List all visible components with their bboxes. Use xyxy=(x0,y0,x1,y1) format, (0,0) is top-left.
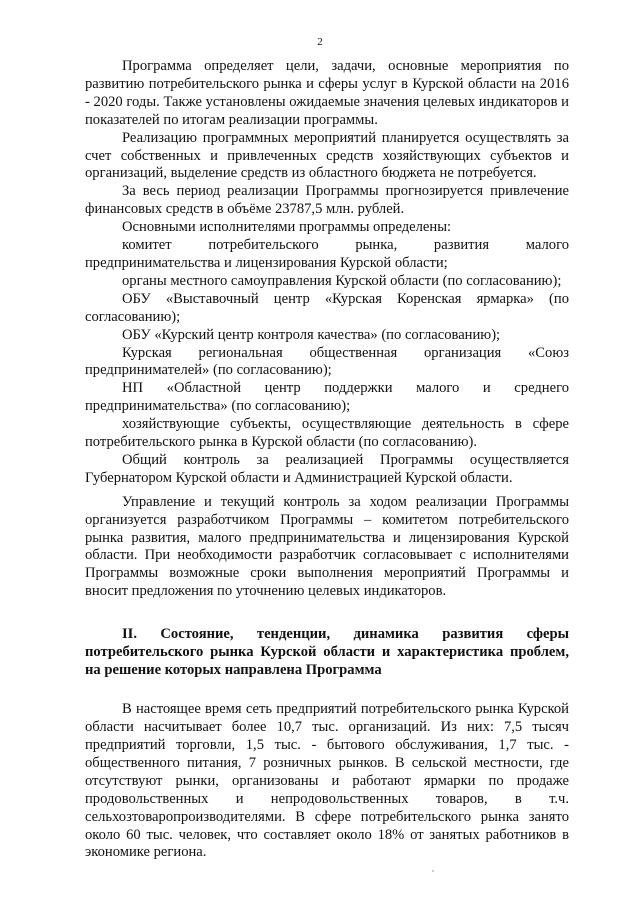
executor-item: ОБУ «Выставочный центр «Курская Коренская ярмарка» (по согласованию); xyxy=(85,290,569,325)
scan-speck xyxy=(432,870,434,872)
paragraph-program-goals: Программа определяет цели, задачи, основные мероприятия по развитию потребительского рынка и сферы услуг в Курской области на 2016 - 2020 годы. Также установлены ожидаемые значения целевых индикаторов и показателей по итогам реализации программы. xyxy=(85,58,569,128)
paragraph-market-state: В настоящее время сеть предприятий потребительского рынка Курской области насчитывает более 10,7 тыс. организаций. Из них: 7,5 тысяч предприятий торговли, 1,5 тыс. - бытового обслуживания, 1,7 тыс. - общественного питания, 7 розничных рынков. В сельской местности, где отсутствуют рынки, организованы и работают ярмарки по продаже продовольственных и непродовольственных товаров, в т.ч. сельхозтоваропроизводителями. В сфере потребительского рынка занято около 60 тыс. человек, что составляет около 18% от занятых работников в экономике региона. xyxy=(85,701,569,861)
executor-item: ОБУ «Курский центр контроля качества» (по согласованию); xyxy=(122,326,501,343)
paragraph-funding-sources: Реализацию программных мероприятий планируется осуществлять за счет собственных и привлеченных средств хозяйствующих субъектов и организаций, выделение средств из областного бюджета не потребуется. xyxy=(85,129,569,182)
executor-item: хозяйствующие субъекты, осуществляющие деятельность в сфере потребительского рынка в Курской области (по согласованию). xyxy=(85,416,569,451)
document-body xyxy=(85,58,569,862)
paragraph-general-control: Общий контроль за реализацией Программы осуществляется Губернатором Курской области и Администрацией Курской области. xyxy=(85,451,569,486)
executor-item: органы местного самоуправления Курской области (по согласованию); xyxy=(122,272,562,289)
section-heading: II. Состояние, тенденции, динамика развития сферы потребительского рынка Курской области и характеристика проблем, на решение которых направлена Программа xyxy=(85,626,569,679)
executor-item: НП «Областной центр поддержки малого и среднего предпринимательства» (по согласованию); xyxy=(85,380,569,415)
executor-item: комитет потребительского рынка, развития малого предпринимательства и лицензирования Курской области; xyxy=(85,237,569,271)
paragraph-executors-intro: Основными исполнителями программы определены: xyxy=(122,219,452,236)
page-number: 2 xyxy=(317,36,323,48)
paragraph-management-control: Управление и текущий контроль за ходом реализации Программы организуется разработчиком Программы – комитетом потребительского рынка развития, малого предпринимательства и лицензирования Курской области. При необходимости разработчик согласовывает с исполнителями Программы возможные сроки выполнения мероприятий Программы и вносит предложения по уточнению целевых индикаторов. xyxy=(85,493,569,600)
paragraph-funding-amount: За весь период реализации Программы прогнозируется привлечение финансовых средств в объёме 23787,5 млн. рублей. xyxy=(85,183,569,218)
executor-item: Курская региональная общественная организация «Союз предпринимателей» (по согласованию); xyxy=(85,344,569,379)
